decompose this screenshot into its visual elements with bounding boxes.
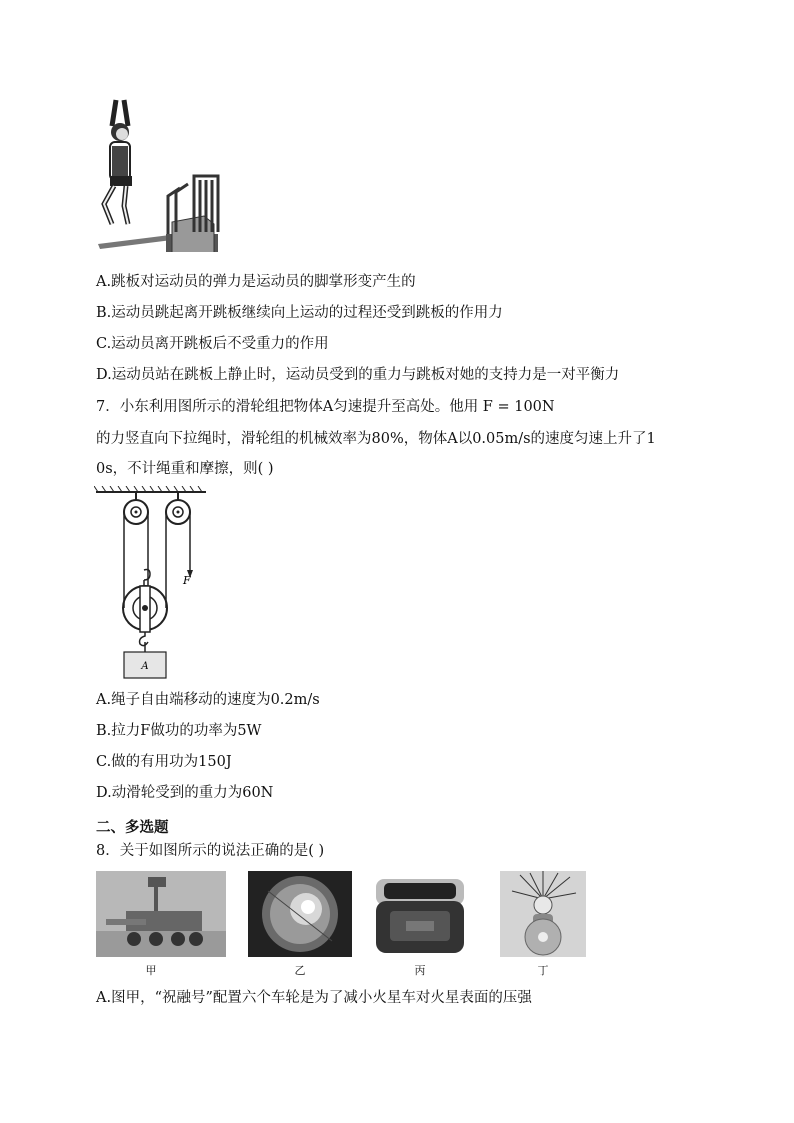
- q7-stem-line1: 7．小东利用图所示的滑轮组把物体A匀速提升至高处。他用 F = 100N: [96, 399, 555, 415]
- diver-springboard-figure: [94, 96, 224, 256]
- q8-stem: 8．关于如图所示的说法正确的是( ): [96, 843, 325, 859]
- caption-jia: 甲: [145, 964, 157, 977]
- q7-stem-line3: 0s，不计绳重和摩擦，则( ): [96, 461, 274, 477]
- q7-option-d: D.动滑轮受到的重力为60N: [96, 785, 274, 801]
- q7-stem-line2: 的力竖直向下拉绳时，滑轮组的机械效率为80%，物体A以0.05m/s的速度匀速上升了1: [96, 431, 656, 447]
- plasma-ball-girl-image: [500, 871, 586, 957]
- section-heading: 二、多选题: [96, 820, 169, 836]
- block-label: A: [141, 661, 149, 672]
- mars-rover-image: [96, 871, 226, 957]
- q7-option-c: C.做的有用功为150J: [96, 754, 232, 770]
- force-label: F: [183, 574, 191, 587]
- electron-cloud-image: [248, 871, 352, 957]
- caption-ding: 丁: [537, 964, 549, 977]
- q6-option-d: D.运动员站在跳板上静止时，运动员受到的重力与跳板对她的支持力是一对平衡力: [96, 367, 620, 383]
- q7-option-b: B.拉力F做功的功率为5W: [96, 723, 262, 739]
- caption-yi: 乙: [294, 964, 306, 977]
- pulley-system-figure: [94, 486, 210, 682]
- caption-bing: 丙: [414, 964, 426, 977]
- q6-option-b: B.运动员跳起离开跳板继续向上运动的过程还受到跳板的作用力: [96, 305, 503, 321]
- rice-cooker-image: [368, 871, 472, 957]
- q7-option-a: A.绳子自由端移动的速度为0.2m/s: [96, 692, 320, 708]
- q6-option-c: C.运动员离开跳板后不受重力的作用: [96, 336, 329, 352]
- q8-option-a: A.图甲，“祝融号”配置六个车轮是为了减小火星车对火星表面的压强: [96, 990, 532, 1006]
- q6-option-a: A.跳板对运动员的弹力是运动员的脚掌形变产生的: [96, 274, 416, 290]
